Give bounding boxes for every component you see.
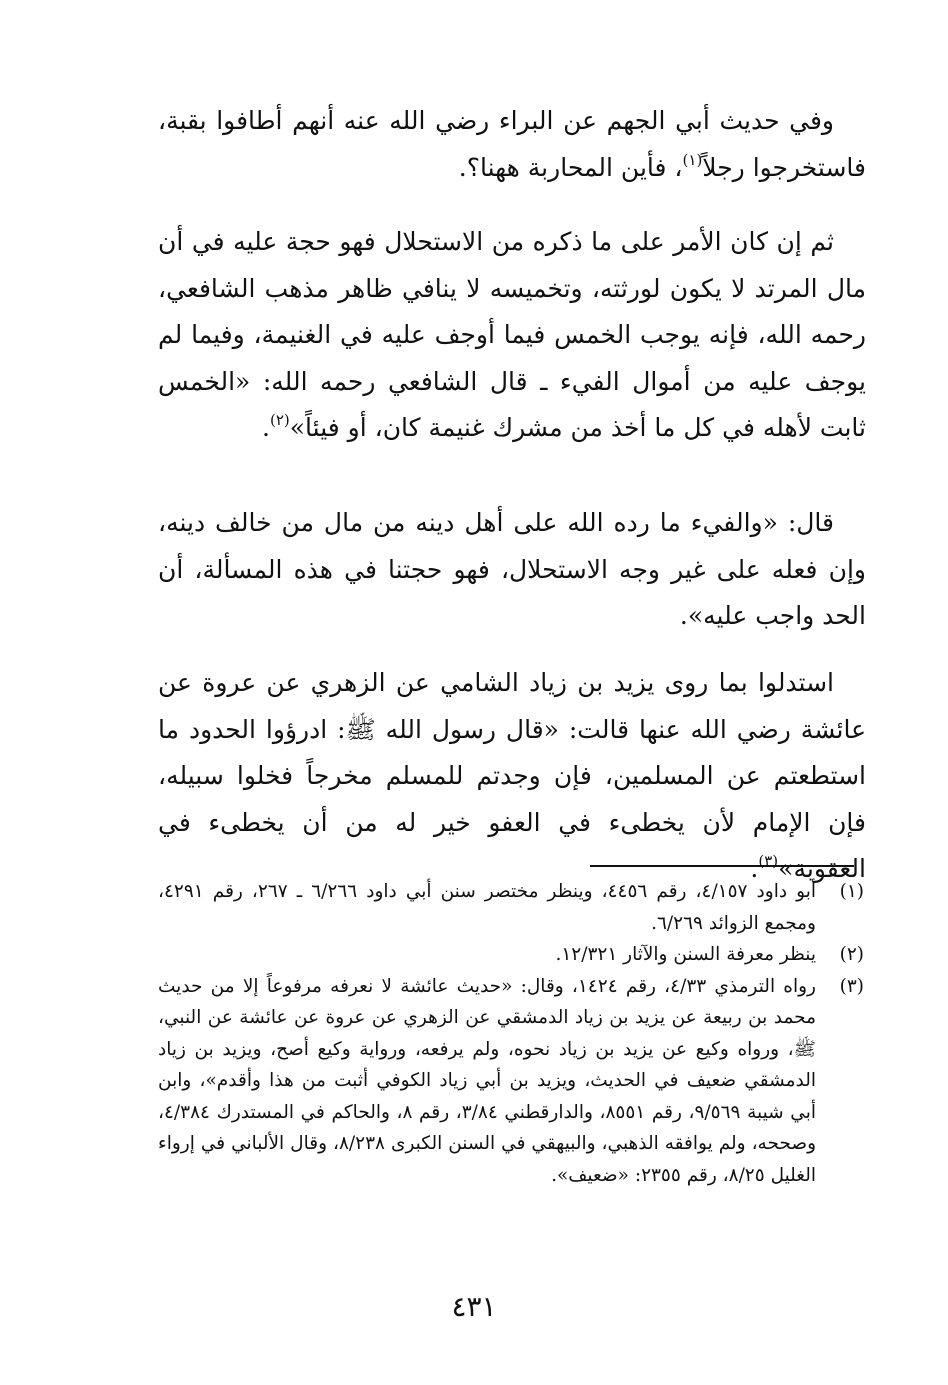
footnote-2-number: (٢) [839,944,864,965]
footnote-3-number: (٣) [839,975,864,997]
footnote-separator [590,865,854,867]
footnote-ref-1: (١) [682,150,703,169]
paragraph-1-text: وفي حديث أبي الجهم عن البراء رضي الله عنه أنهم أطافوا بقبة، فاستخرجوا رجلاً [158,106,866,182]
paragraph-2 [158,219,866,452]
footnote-2-text: ينظر معرفة السنن والآثار ١٢/٣٢١. [555,944,816,965]
paragraph-4-text: استدلوا بما روى يزيد بن زياد الشامي عن الزهري عن عروة عن عائشة رضي الله عنها قالت: «قال رسول الله ﷺ: ادرؤوا الحدود ما استطعتم عن المسلمين، فإن وجدتم للمسلم مخرجاً فخلوا سبيله، فإن الإمام لأن يخطىء في العفو خير له من أن يخطىء في العقوبة» [158,668,866,883]
footnote-ref-3: (٣) [758,852,779,870]
page-number: ٤٣١ [451,1290,497,1323]
paragraph-3 [158,500,866,640]
footnote-1-number: (١) [839,881,864,902]
footnote-1-text: أبو داود ٤/١٥٧، رقم ٤٤٥٦، وينظر مختصر سنن أبي داود ٦/٢٦٦ ـ ٢٦٧، رقم ٤٢٩١، ومجمع الزوائد ٦/٢٦٩. [158,881,816,934]
paragraph-4-end: . [750,854,759,883]
paragraph-4 [158,660,866,893]
paragraph-2-text: ثم إن كان الأمر على ما ذكره من الاستحلال فهو حجة عليه في أن مال المرتد لا يكون لورثته، وتخميسه لا ينافي ظاهر مذهب الشافعي، رحمه الله، فإنه يوجب الخمس فيما أوجف عليه في الغنيمة، وفيما لم يوجف عليه من أموال الفيء ـ قال الشافعي رحمه الله: «الخمس ثابت لأهله في كل ما أخذ من مشرك غنيمة كان، أو فيئاً» [158,227,866,442]
footnote-ref-2: (٢) [269,411,290,429]
footnotes [158,876,864,1191]
paragraph-3-text: قال: «والفيء ما رده الله على أهل دينه من مال من خالف دينه، وإن فعله على غير وجه الاستحلال، فهو حجتنا في هذه المسألة، أن الحد واجب عليه». [158,508,866,630]
footnote-3-text: رواه الترمذي ٤/٣٣، رقم ١٤٢٤، وقال: «حديث عائشة لا نعرفه مرفوعاً إلا من حديث محمد بن ربيعة عن يزيد بن زياد الدمشقي عن الزهري عن عروة عن عائشة عن النبي، ﷺ، ورواه وكيع عن يزيد بن زياد نحوه، ولم يرفعه، ورواية وكيع أصح، ويزيد بن زياد الدمشقي ضعيف في الحديث، ويزيد بن أبي زياد الكوفي أثبت من هذا وأقدم»، وابن أبي شيبة ٩/٥٦٩، رقم ٨٥٥١، والدارقطني ٣/٨٤، رقم ٨، والحاكم في المستدرك ٤/٣٨٤، وصححه، ولم يوافقه الذهبي، والبيهقي في السنن الكبرى ٨/٢٣٨، وقال الألباني في إرواء الغليل ٨/٢٥، رقم ٢٣٥٥: «ضعيف». [158,975,816,1186]
paragraph-2-end: . [262,413,270,442]
paragraph-1 [158,98,866,191]
paragraph-1-tail: ، فأين المحاربة ههنا؟. [458,152,683,182]
footnote-2 [158,939,864,971]
footnote-1 [158,876,864,939]
footnote-3 [158,971,864,1192]
